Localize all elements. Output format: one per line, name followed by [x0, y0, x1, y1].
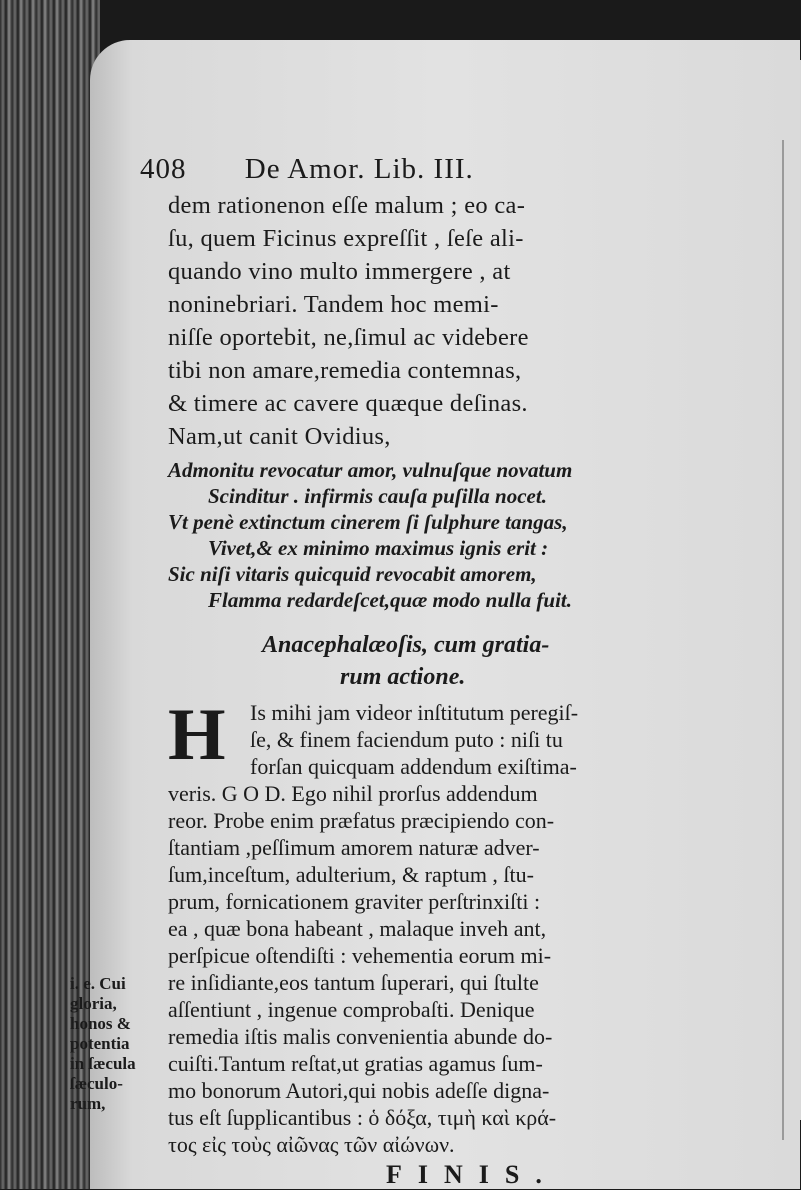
margin-note-line: gloria,: [70, 994, 117, 1013]
verse-line: Admonitu revocatur amor, vulnuſque novatum: [168, 458, 573, 482]
margin-note-line: ſæculo-: [70, 1074, 123, 1093]
section-title-cont: rum actione.: [340, 664, 466, 690]
text-line: Nam,ut canit Ovidius,: [168, 423, 391, 450]
text-line: aſſentiunt , ingenue comprobaſti. Denique: [168, 997, 535, 1022]
text-line: ea , quæ bona habeant , malaque inveh ant,: [168, 916, 547, 941]
page-number: 408: [140, 153, 187, 185]
text-line: prum, fornicationem graviter perſtrinxiſti :: [168, 889, 541, 914]
text-line: ſu, quem Ficinus expreſſit , ſeſe ali-: [168, 225, 524, 252]
text-line: reor. Probe enim præfatus præcipiendo con-: [168, 808, 555, 833]
verse-line: Sic niſi vitaris quicquid revocabit amorem,: [168, 562, 537, 586]
verse-line: Vt penè extinctum cinerem ſi ſulphure tangas,: [168, 510, 568, 534]
text-line: Is mihi jam videor inſtitutum peregiſ-: [250, 700, 579, 725]
text-line: perſpicue oſtendiſti : vehementia eorum mi-: [168, 943, 552, 968]
text-line: quando vino multo immergere , at: [168, 258, 511, 285]
verse-line: Vivet,& ex minimo maximus ignis erit :: [208, 536, 549, 560]
margin-note-line: potentia: [70, 1034, 130, 1053]
text-line: noninebriari. Tandem hoc memi-: [168, 291, 499, 318]
page-header: [140, 153, 474, 186]
text-line: & timere ac cavere quæque deſinas.: [168, 390, 528, 417]
text-line: tibi non amare,remedia contemnas,: [168, 357, 522, 384]
verse-line: Scinditur . infirmis cauſa puſilla nocet.: [208, 484, 547, 508]
page-right-rule: [782, 140, 784, 1140]
text-line: ſum,inceſtum, adulterium, & raptum , ſtu-: [168, 862, 534, 887]
text-line: veris. G O D. Ego nihil prorſus addendum: [168, 781, 538, 806]
margin-note-line: in ſæcula: [70, 1054, 136, 1073]
margin-note-line: honos &: [70, 1014, 131, 1033]
text-line: cuiſti.Tantum reſtat,ut gratias agamus ſum-: [168, 1051, 543, 1076]
section-title: Anacephalæoſis, cum gratia-: [262, 632, 550, 658]
text-line: dem rationenon eſſe malum ; eo ca-: [168, 192, 526, 219]
drop-initial: H: [168, 694, 226, 776]
margin-note-line: rum,: [70, 1094, 106, 1113]
text-line: τος εἰς τοὺς αἰῶνας τῶν αἰώνων.: [168, 1132, 455, 1157]
margin-note-line: i. e. Cui: [70, 974, 126, 993]
finis-label: FINIS.: [386, 1160, 558, 1189]
running-title: De Amor. Lib. III.: [244, 153, 474, 185]
text-line: ſe, & finem faciendum puto : niſi tu: [250, 727, 563, 752]
text-line: tus eſt ſupplicantibus : ὁ δόξα, τιμὴ καὶ κρά-: [168, 1105, 557, 1130]
text-line: re inſidiante,eos tantum ſuperari, qui ſtulte: [168, 970, 539, 995]
text-line: niſſe oportebit, ne,ſimul ac videbere: [168, 324, 529, 351]
text-line: remedia iſtis malis convenientia abunde do-: [168, 1024, 553, 1049]
verse-line: Flamma redardeſcet,quæ modo nulla fuit.: [208, 588, 573, 612]
text-line: forſan quicquam addendum exiſtima-: [250, 754, 577, 779]
text-line: ſtantiam ,peſſimum amorem naturæ adver-: [168, 835, 540, 860]
text-line: mo bonorum Autori,qui nobis adeſſe digna-: [168, 1078, 550, 1103]
